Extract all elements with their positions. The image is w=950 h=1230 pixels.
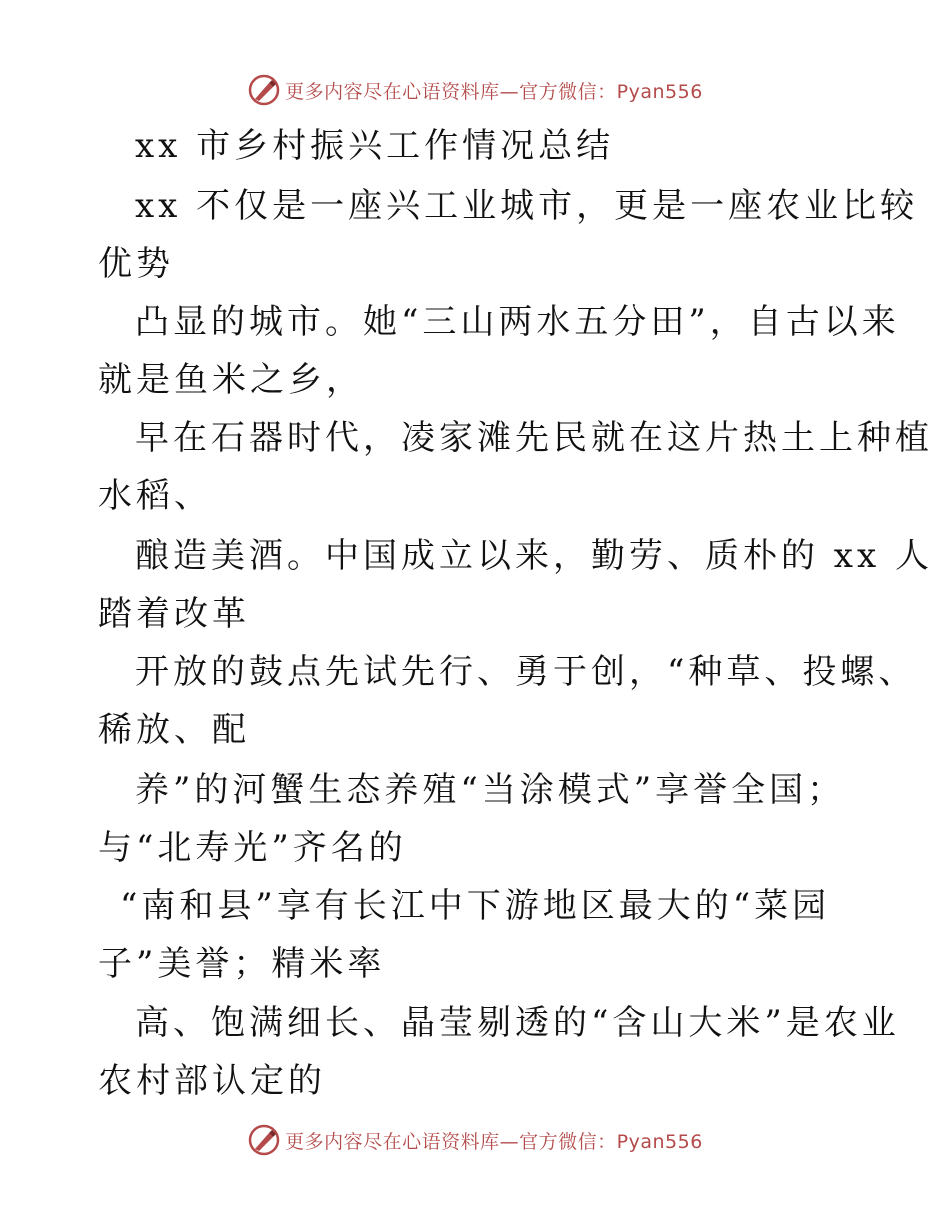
- paragraph-line: 水稻、: [98, 476, 212, 516]
- paragraph-line: 优势: [98, 244, 174, 284]
- paragraph-line: “南和县”享有长江中下游地区最大的“菜园: [120, 886, 831, 926]
- watermark-header: [0, 70, 950, 110]
- paragraph-line: 踏着改革: [98, 594, 250, 634]
- paragraph-line: 与“北寿光”齐名的: [98, 828, 407, 868]
- paragraph-line: 开放的鼓点先试先行、勇于创，“种草、投螺、: [135, 652, 917, 692]
- paragraph-line: 就是鱼米之乡，: [98, 360, 364, 400]
- paragraph-line: 高、饱满细长、晶莹剔透的“含山大米”是农业: [135, 1003, 900, 1043]
- watermark-footer: [0, 1120, 950, 1160]
- paragraph-line: 养”的河蟹生态养殖“当涂模式”享誉全国；: [135, 770, 846, 810]
- pen-logo-icon: [247, 1123, 281, 1157]
- watermark-text: 更多内容尽在心语资料库—官方微信：Pyan556: [285, 80, 703, 103]
- paragraph-line: 早在石器时代，凌家滩先民就在这片热土上种植: [135, 418, 933, 458]
- paragraph-line: 农村部认定的: [98, 1061, 326, 1101]
- paragraph-line: xx 不仅是一座兴工业城市，更是一座农业比较: [135, 186, 919, 226]
- paragraph-line: 子”美誉；精米率: [98, 944, 386, 984]
- paragraph-line: 酿造美酒。中国成立以来，勤劳、质朴的 xx 人: [135, 536, 933, 576]
- document-title: xx 市乡村振兴工作情况总结: [135, 126, 615, 166]
- paragraph-line: 凸显的城市。她“三山两水五分田”，自古以来: [135, 302, 900, 342]
- pen-logo-icon: [247, 73, 281, 107]
- watermark-text: 更多内容尽在心语资料库—官方微信：Pyan556: [285, 1130, 703, 1153]
- paragraph-line: 稀放、配: [98, 710, 250, 750]
